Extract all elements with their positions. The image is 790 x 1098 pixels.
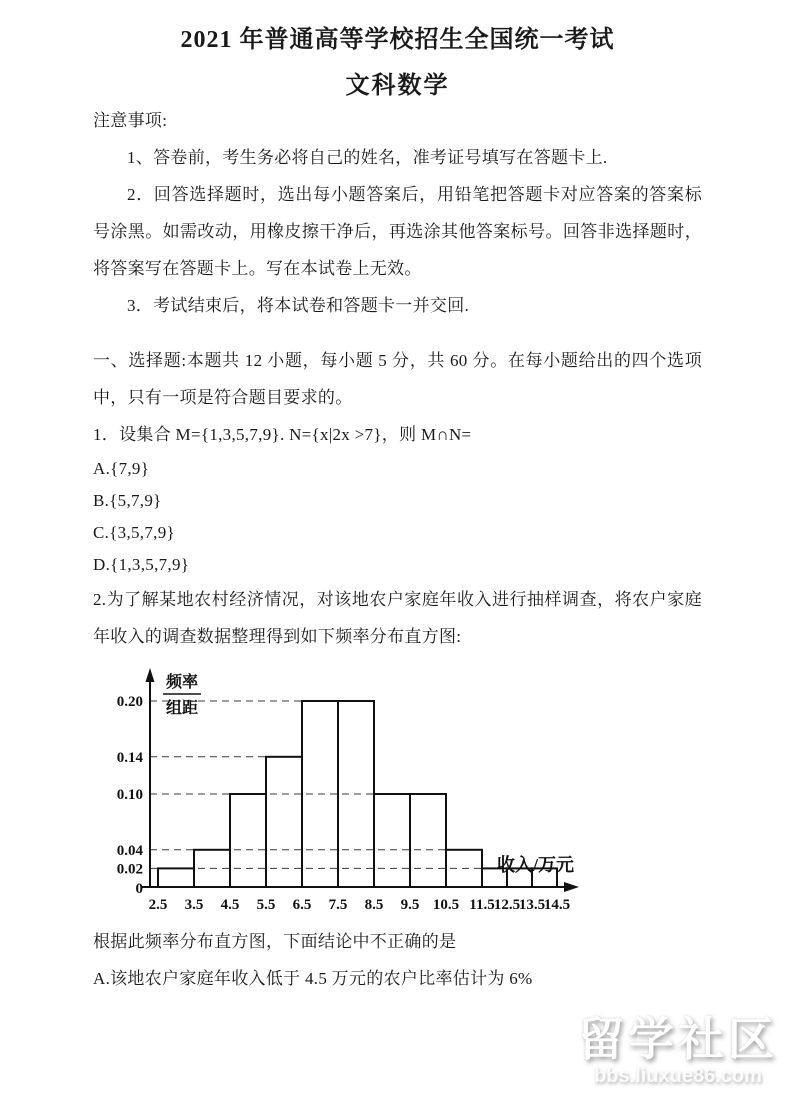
x-tick-label-2.5: 2.5 (148, 897, 168, 913)
x-tick-label-4.5: 4.5 (220, 897, 240, 913)
question-1-option-c: C.{3,5,7,9} (93, 523, 175, 542)
y-tick-label: 0.10 (116, 787, 143, 803)
y-tick-label: 0.14 (116, 749, 143, 766)
section-spacer (93, 324, 702, 342)
x-axis-label: 收入/万元 (496, 855, 574, 875)
x-tick-label-9.5: 9.5 (400, 897, 420, 913)
x-tick-label-14.5: 14.5 (543, 897, 571, 913)
question-2-stem: 2.为了解某地农村经济情况，对该地农户家庭年收入进行抽样调查，将农户家庭年收入的调查数据整理得到如下频率分布直方图: (93, 590, 702, 646)
y-tick-label: 0.20 (116, 694, 143, 710)
histogram-bar-2.5-3.5 (158, 868, 194, 887)
x-tick-label-6.5: 6.5 (292, 897, 312, 913)
notice-item-2: 2．回答选择题时，选出每小题答案后，用铅笔把答题卡对应答案的答案标号涂黑。如需改动，用橡皮擦干净后，再选涂其他答案标号。回答非选择题时，将答案写在答题卡上。写在本试卷上无效。 (93, 185, 702, 278)
watermark-site-url: bbs.liuxue86.com (594, 1065, 762, 1087)
histogram-bar-8.5-9.5 (374, 794, 410, 887)
origin-label: 0 (135, 881, 143, 897)
histogram-bar-5.5-6.5 (266, 757, 302, 887)
histogram-svg (98, 661, 603, 913)
notice-heading: 注意事项: (93, 111, 168, 130)
page-subtitle: 文科数学 (345, 73, 450, 99)
question-1-stem: 1．设集合 M={1,3,5,7,9}. N={x|2x >7}，则 M∩N= (93, 425, 472, 444)
section-heading: 一、选择题:本题共 12 小题，每小题 5 分，共 60 分。在每小题给出的四个选项中，只有一项是符合题目要求的。 (93, 351, 702, 407)
y-axis-label-denominator: 组距 (165, 700, 199, 717)
notice-item-1: 1、答卷前，考生务必将自己的姓名，准考证号填写在答题卡上. (127, 148, 608, 167)
question-1-option-b: B.{5,7,9} (93, 491, 162, 510)
y-tick-label: 0.04 (116, 842, 143, 859)
x-tick-label-5.5: 5.5 (256, 897, 276, 913)
x-tick-label-12.5: 12.5 (493, 897, 521, 913)
histogram-bar-9.5-10.5 (410, 794, 446, 887)
x-tick-label-11.5: 11.5 (469, 897, 495, 913)
histogram-bar-4.5-5.5 (230, 794, 266, 887)
x-tick-label-10.5: 10.5 (432, 897, 460, 913)
frequency-histogram (98, 661, 603, 913)
question-1-option-d: D.{1,3,5,7,9} (93, 555, 190, 574)
x-tick-label-7.5: 7.5 (328, 897, 348, 913)
watermark (578, 1003, 778, 1088)
question-2-option-a: A.该地农户家庭年收入低于 4.5 万元的农户比率估计为 6% (93, 969, 533, 988)
question-1-option-a: A.{7,9} (93, 459, 150, 478)
y-axis-arrow-icon (146, 668, 155, 682)
x-axis-arrow-icon (564, 882, 579, 892)
x-tick-label-8.5: 8.5 (364, 897, 384, 913)
page-title: 2021 年普通高等学校招生全国统一考试 (180, 27, 615, 53)
notice-item-3: 3．考试结束后，将本试卷和答题卡一并交回. (127, 296, 470, 315)
y-axis-label-numerator: 频率 (165, 674, 199, 691)
x-tick-label-3.5: 3.5 (184, 897, 204, 913)
watermark-site-name: 留学社区 (578, 1013, 778, 1065)
question-2-followup: 根据此频率分布直方图，下面结论中不正确的是 (93, 932, 457, 951)
x-tick-label-13.5: 13.5 (518, 897, 546, 913)
y-tick-label: 0.02 (116, 861, 143, 878)
